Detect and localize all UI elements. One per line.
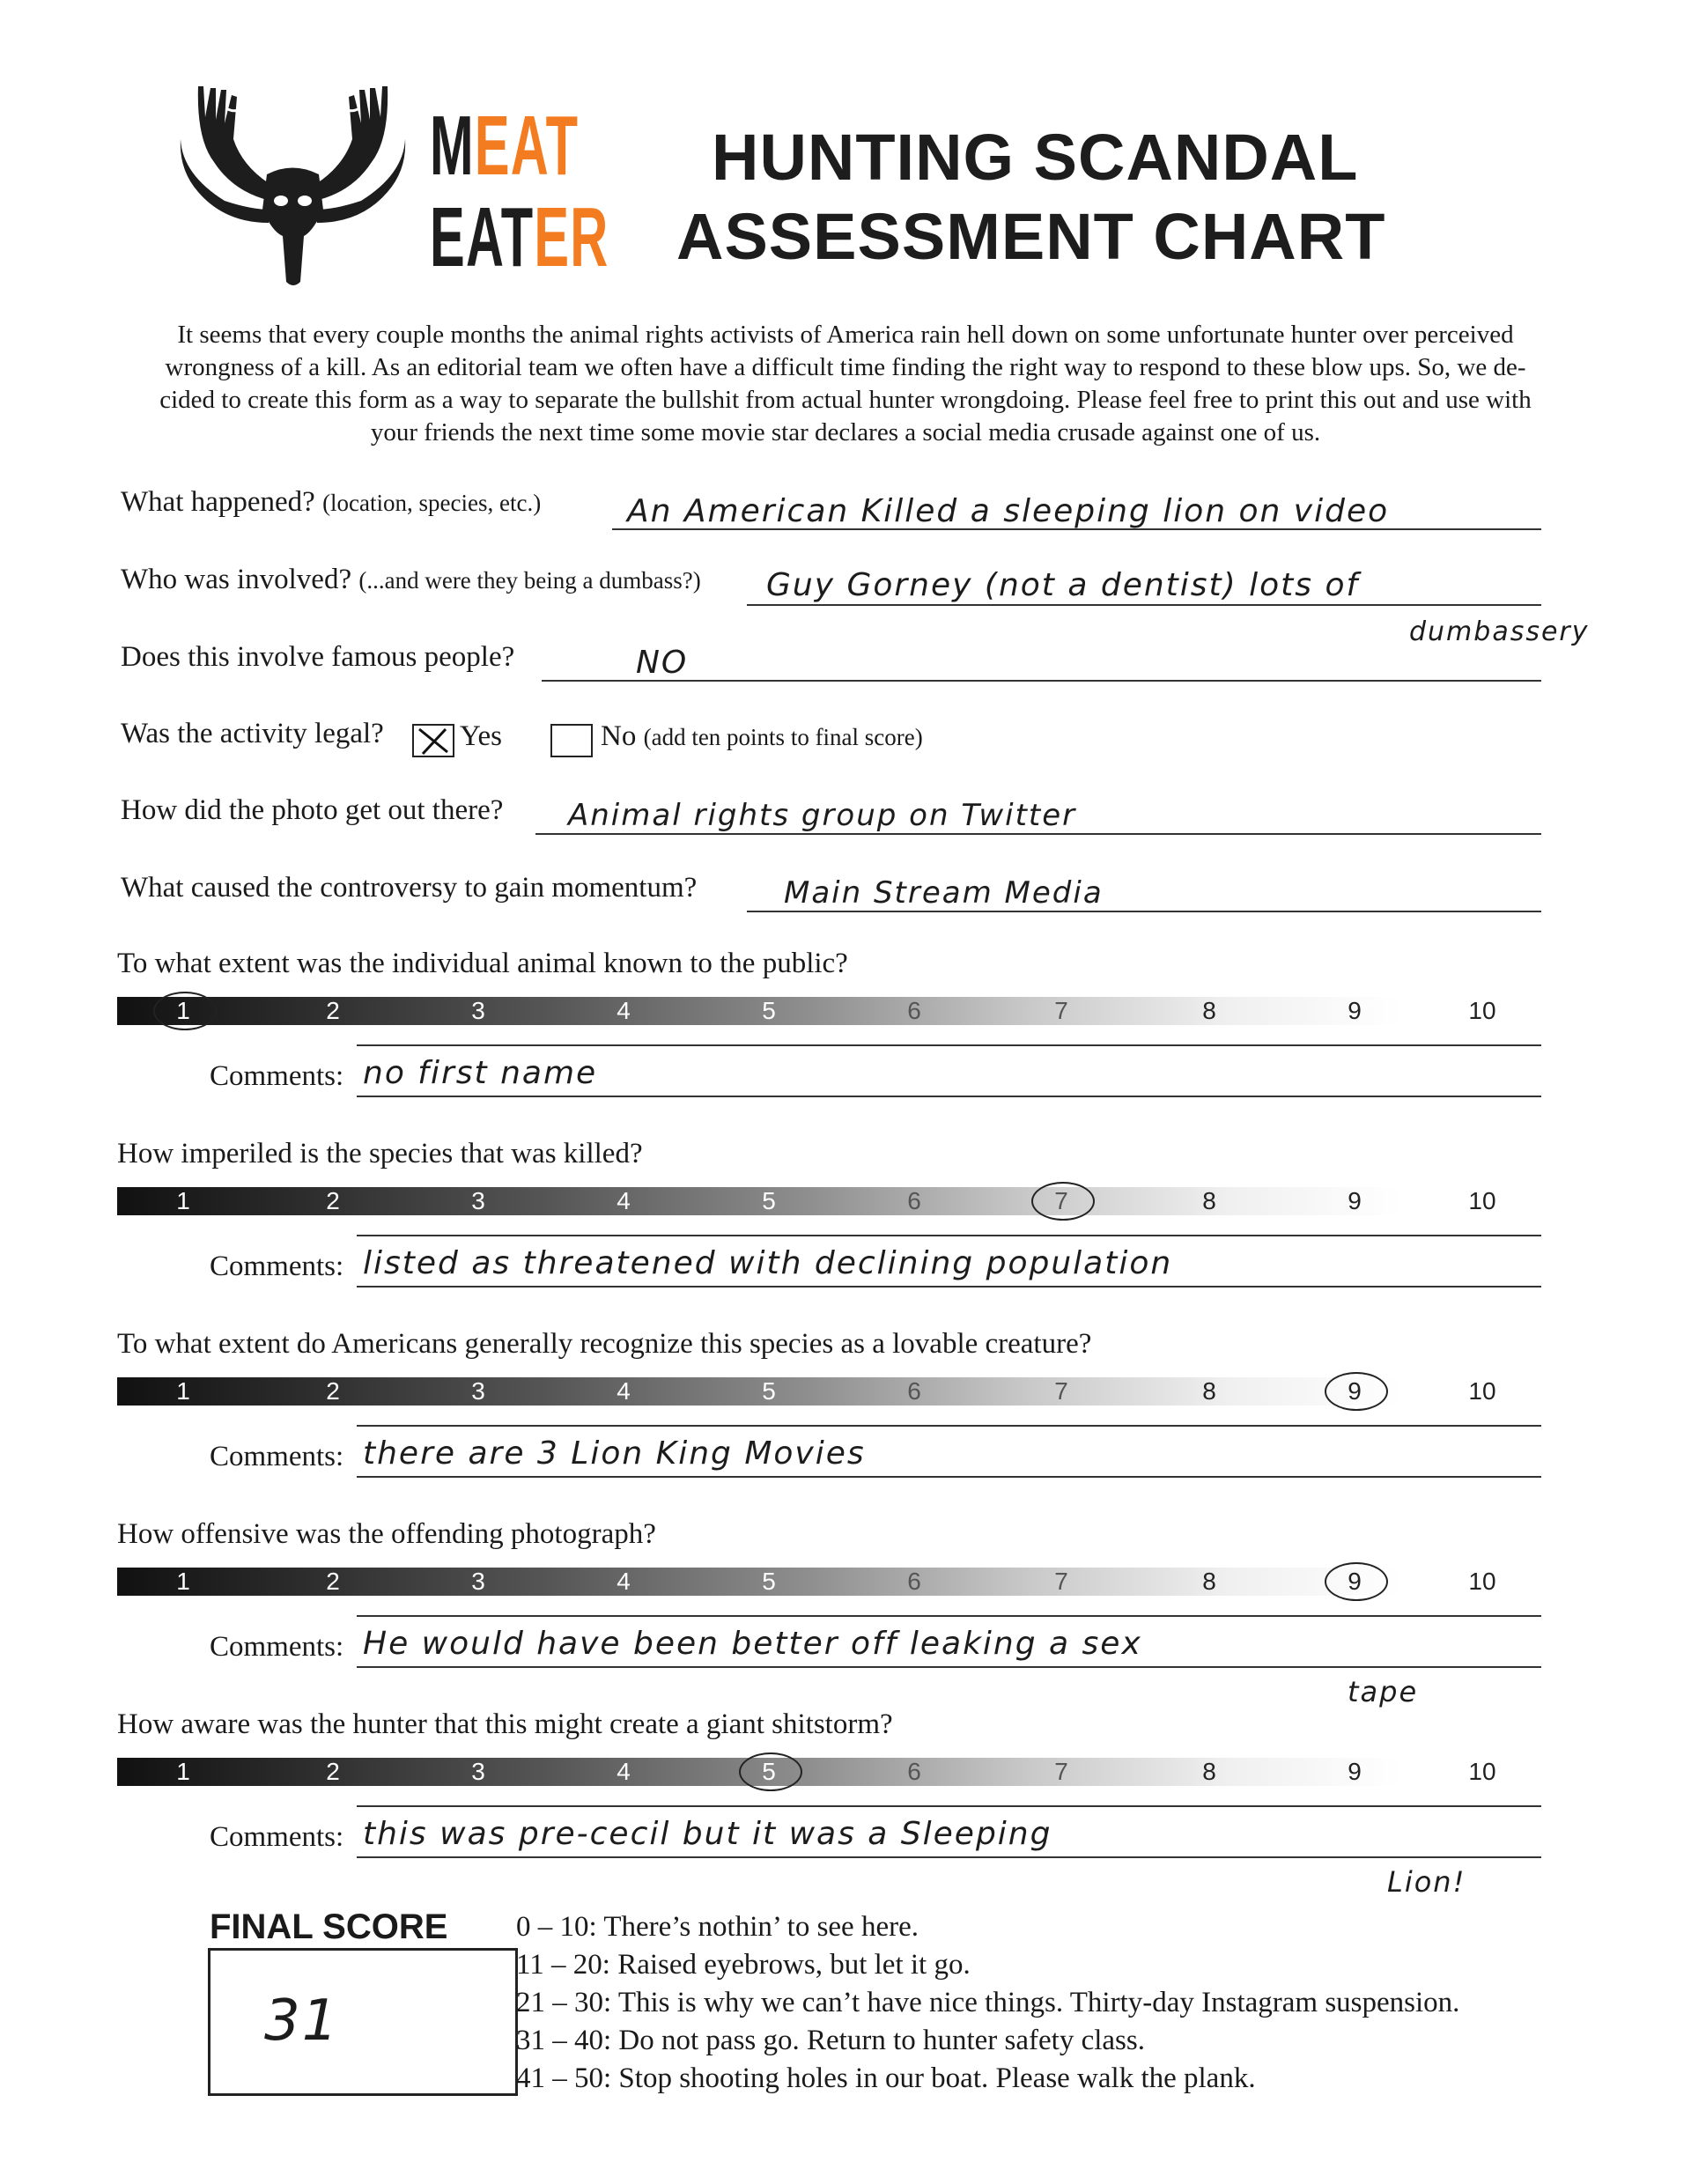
- scale-number[interactable]: 4: [617, 1187, 631, 1214]
- page-title-line-2: ASSESSMENT CHART: [676, 200, 1386, 273]
- scale-number[interactable]: 6: [907, 1377, 921, 1405]
- scale-number[interactable]: 7: [1054, 1187, 1068, 1214]
- scale-number[interactable]: 5: [762, 1377, 776, 1405]
- scale-number[interactable]: 3: [471, 1187, 485, 1214]
- scale-number[interactable]: 3: [471, 1758, 485, 1785]
- scale-number[interactable]: 7: [1054, 997, 1068, 1024]
- momentum-label: What caused the controversy to gain momentum?: [121, 872, 698, 904]
- famous-line: [542, 680, 1541, 682]
- scale-number[interactable]: 5: [762, 997, 776, 1024]
- scale-question: To what extent was the individual animal known to the public?: [117, 948, 848, 979]
- legal-no-group: [601, 720, 923, 753]
- scale-number[interactable]: 9: [1348, 1758, 1362, 1785]
- comment-line: [357, 1666, 1541, 1668]
- rating-scale-bar[interactable]: [117, 1377, 1544, 1406]
- intro-line: cided to create this form as a way to separate the bullshit from actual hunter wrongdoing. Please feel free to print this out and use with: [159, 386, 1532, 414]
- scale-number[interactable]: 9: [1348, 1187, 1362, 1214]
- scale-number[interactable]: 9: [1348, 997, 1362, 1024]
- scale-number[interactable]: 4: [617, 1377, 631, 1405]
- score-key-line: 11 – 20: Raised eyebrows, but let it go.: [516, 1949, 971, 1981]
- score-key-line: 0 – 10: There’s nothin’ to see here.: [516, 1911, 919, 1943]
- selected-rating-circle: [739, 1752, 802, 1791]
- comment-line: [357, 1476, 1541, 1478]
- scale-question: How imperiled is the species that was killed?: [117, 1138, 643, 1169]
- scale-question: How offensive was the offending photograph?: [117, 1518, 656, 1550]
- intro-line: It seems that every couple months the animal rights activists of America rain hell down on some unfortunate hunter over perceived: [177, 321, 1514, 349]
- scale-number[interactable]: 1: [176, 1758, 190, 1785]
- score-key-line: 31 – 40: Do not pass go. Return to hunter safety class.: [516, 2025, 1145, 2056]
- scale-number[interactable]: 7: [1054, 1758, 1068, 1785]
- momentum-answer[interactable]: Main Stream Media: [784, 875, 1104, 911]
- scale-number[interactable]: 2: [326, 1377, 340, 1405]
- comment-line: [357, 1615, 1541, 1617]
- legal-yes-checkbox[interactable]: [412, 724, 454, 757]
- scale-number[interactable]: 4: [617, 997, 631, 1024]
- scale-number[interactable]: 10: [1468, 1377, 1496, 1405]
- scale-number[interactable]: 7: [1054, 1568, 1068, 1595]
- scale-number[interactable]: 5: [762, 1187, 776, 1214]
- rating-scale-bar[interactable]: [117, 997, 1544, 1025]
- scale-number[interactable]: 2: [326, 1758, 340, 1785]
- what-happened-text: What happened?: [121, 486, 315, 518]
- legal-no-label: No: [601, 720, 637, 752]
- rating-scale-bar[interactable]: [117, 1568, 1544, 1596]
- scale-number[interactable]: 1: [176, 997, 190, 1024]
- page-title-line-1: HUNTING SCANDAL: [712, 121, 1359, 194]
- scale-number[interactable]: 10: [1468, 1568, 1496, 1595]
- what-happened-answer[interactable]: An American Killed a sleeping lion on video: [627, 493, 1390, 529]
- famous-answer[interactable]: NO: [636, 645, 689, 681]
- moose-skull-logo-icon: [172, 77, 414, 289]
- intro-line: wrongness of a kill. As an editorial team we often have a difficult time finding the right way to respond to these blow ups. So, we de-: [165, 353, 1526, 381]
- scale-number[interactable]: 8: [1202, 1758, 1216, 1785]
- scale-number[interactable]: 8: [1202, 1568, 1216, 1595]
- scale-question: How aware was the hunter that this might create a giant shitstorm?: [117, 1708, 893, 1740]
- brand-line-1: [430, 99, 580, 193]
- scale-number[interactable]: 1: [176, 1568, 190, 1595]
- scale-number[interactable]: 1: [176, 1187, 190, 1214]
- rating-scale-bar[interactable]: [117, 1187, 1544, 1215]
- comment-line: [357, 1096, 1541, 1097]
- comment-answer[interactable]: listed as threatened with declining population: [363, 1245, 1173, 1281]
- comment-answer[interactable]: this was pre-cecil but it was a Sleeping: [363, 1816, 1052, 1852]
- comment-answer-continued[interactable]: Lion!: [1387, 1865, 1466, 1899]
- brand-eat: EAT: [430, 190, 535, 284]
- final-score-value: 31: [264, 1988, 340, 2054]
- scale-number[interactable]: 6: [907, 1187, 921, 1214]
- comment-answer[interactable]: there are 3 Lion King Movies: [363, 1435, 866, 1472]
- scale-number[interactable]: 8: [1202, 1377, 1216, 1405]
- comment-answer[interactable]: no first name: [363, 1055, 598, 1091]
- comment-line: [357, 1044, 1541, 1046]
- scale-number[interactable]: 8: [1202, 997, 1216, 1024]
- brand-eat-orange: EAT: [474, 99, 580, 193]
- who-involved-label: [121, 564, 701, 596]
- who-involved-answer[interactable]: Guy Gorney (not a dentist) lots of: [766, 567, 1360, 603]
- scale-number[interactable]: 10: [1468, 1758, 1496, 1785]
- scale-question: To what extent do Americans generally recognize this species as a lovable creature?: [117, 1328, 1092, 1360]
- momentum-line: [747, 911, 1541, 912]
- who-involved-text: Who was involved?: [121, 564, 352, 595]
- comment-line: [357, 1425, 1541, 1427]
- selected-rating-circle: [1031, 1182, 1095, 1221]
- scale-number[interactable]: 9: [1348, 1568, 1362, 1595]
- comments-label: Comments:: [210, 1631, 344, 1663]
- rating-scale-bar[interactable]: [117, 1758, 1544, 1786]
- comments-label: Comments:: [210, 1060, 344, 1092]
- final-score-box[interactable]: [208, 1948, 518, 2096]
- scale-number[interactable]: 3: [471, 1568, 485, 1595]
- legal-no-hint: (add ten points to final score): [643, 724, 923, 750]
- comment-line: [357, 1805, 1541, 1807]
- selected-rating-circle: [153, 992, 217, 1030]
- what-happened-hint: (location, species, etc.): [322, 490, 542, 516]
- intro-paragraph: [114, 319, 1577, 449]
- photo-line: [535, 833, 1541, 835]
- comments-label: Comments:: [210, 1441, 344, 1472]
- intro-line: your friends the next time some movie star declares a social media crusade against one of us.: [370, 418, 1321, 446]
- scale-number[interactable]: 9: [1348, 1377, 1362, 1405]
- scale-number[interactable]: 7: [1054, 1377, 1068, 1405]
- scale-number[interactable]: 6: [907, 1568, 921, 1595]
- scale-number[interactable]: 5: [762, 1568, 776, 1595]
- legal-label: Was the activity legal?: [121, 718, 384, 749]
- comment-line: [357, 1235, 1541, 1236]
- photo-answer[interactable]: Animal rights group on Twitter: [568, 798, 1077, 833]
- score-key-line: 21 – 30: This is why we can’t have nice things. Thirty-day Instagram suspension.: [516, 1987, 1460, 2018]
- brand-m: M: [430, 99, 475, 193]
- who-involved-hint: (...and were they being a dumbass?): [358, 567, 701, 594]
- scale-number[interactable]: 10: [1468, 1187, 1496, 1214]
- selected-rating-circle: [1325, 1372, 1388, 1411]
- scale-number[interactable]: 4: [617, 1568, 631, 1595]
- scale-number[interactable]: 2: [326, 1568, 340, 1595]
- scale-number[interactable]: 5: [762, 1758, 776, 1785]
- scale-number[interactable]: 6: [907, 997, 921, 1024]
- legal-no-checkbox[interactable]: [550, 724, 593, 757]
- photo-label: How did the photo get out there?: [121, 794, 504, 826]
- what-happened-label: [121, 486, 541, 519]
- scale-number[interactable]: 2: [326, 1187, 340, 1214]
- comment-answer-continued[interactable]: tape: [1348, 1675, 1419, 1708]
- scale-number[interactable]: 6: [907, 1758, 921, 1785]
- comment-answer[interactable]: He would have been better off leaking a sex: [363, 1626, 1142, 1662]
- scale-number[interactable]: 10: [1468, 997, 1496, 1024]
- scale-number[interactable]: 1: [176, 1377, 190, 1405]
- scale-number[interactable]: 3: [471, 1377, 485, 1405]
- comment-line: [357, 1286, 1541, 1288]
- scale-number[interactable]: 3: [471, 997, 485, 1024]
- famous-label: Does this involve famous people?: [121, 641, 515, 673]
- brand-er-orange: ER: [534, 190, 609, 284]
- final-score-title: FINAL SCORE: [210, 1907, 448, 1946]
- comments-label: Comments:: [210, 1251, 344, 1282]
- checkmark-x-icon: [414, 726, 453, 756]
- brand-line-2: [430, 190, 609, 284]
- score-key-line: 41 – 50: Stop shooting holes in our boat. Please walk the plank.: [516, 2062, 1256, 2094]
- comment-line: [357, 1856, 1541, 1858]
- selected-rating-circle: [1325, 1562, 1388, 1601]
- scale-number[interactable]: 8: [1202, 1187, 1216, 1214]
- scale-number[interactable]: 2: [326, 997, 340, 1024]
- who-involved-answer-2[interactable]: dumbassery: [1409, 616, 1590, 647]
- comments-label: Comments:: [210, 1821, 344, 1853]
- scale-number[interactable]: 4: [617, 1758, 631, 1785]
- who-involved-line: [747, 604, 1541, 606]
- legal-yes-label: Yes: [460, 720, 503, 752]
